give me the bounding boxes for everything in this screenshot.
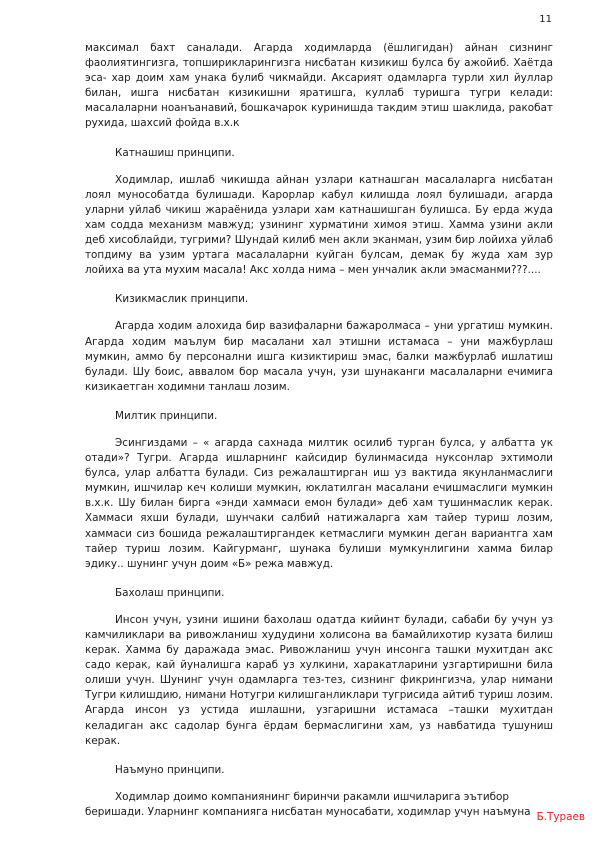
paragraph-example-line-2: беришади. Уларнинг компанияга нисбатан муносабати, ходимлар учун наъмуна: [85, 805, 531, 818]
document-body: [85, 41, 553, 820]
paragraph-example-line-1: Ходимлар доимо компаниянинг биринчи ракамли ишчиларига эътибор: [115, 790, 509, 803]
heading-disinterest-principle: Кизикмаслик принципи.: [115, 293, 249, 306]
page-number: 11: [539, 14, 552, 25]
paragraph-intro: максимал бахт саналади. Агарда ходимларда (ёшлигидан) айнан сизнинг фаолиятингизга, топширикларингизга нисбатан кизикиш булса бу ажойиб. Хаётда эса- хар доим хам унака булиб чикмайди. Аксарият одамларга турли хил йуллар билан, ишга нисбатан кизикишни яратишга, куллаб туришга тугри келади: масалаларни ноанъанавий, бошкачарок куринишда такдим этиш шаклида, ракобат рухида, шахсий фойда в.х.к: [85, 42, 553, 130]
heading-example-principle: Наъмуно принципи.: [115, 763, 225, 776]
author-signature: Б.Тураев: [536, 811, 585, 823]
paragraph-evaluation: Инсон учун, узини ишини бахолаш одатда кийинт булади, сабаби бу учун уз камчиликлари ва ривожланиш худудини холисона ва бамайлихотир кузата билиш керак. Хамма бу даражада эмас. Ривожланиш учун инсонга ташки мухитдан акс садо керак, кай йуналишга караб уз хулкини, харакатларини узгартиришни била олиши учун. Шунинг учун одамларга тез-тез, сизнинг фикрингизча, улар нимани Тугри килишдию, нимани Нотугри килишганликлари тугрисида айтиб туриш лозим. Агарда инсон уз устида ишлашни, узгаришни истамаса –ташки мухитдан келадиган акс садолар бунга ёрдам бермаслигини хам, уз навбатида тушуниш керак.: [85, 613, 553, 747]
heading-participation-principle: Катнашиш принципи.: [115, 146, 235, 159]
paragraph-rifle: Эсингиздами – « агарда сахнада милтик осилиб турган булса, у албатта ук отади»? Тугри. Агарда ишларнинг кайсидир булинмасида нуксонлар эхтимоли булса, улар албатта булади. Сиз режалаштирган иш уз вактида якунланмаслиги мумкин, ишчилар кеч колиши мумкин, юклатилган масалани ечишмаслиги мумкин в.х.к. Шу билан бирга «энди хаммаси емон булади» деб хам тушинмаслик керак. Хаммаси яхши булади, шунчаки салбий натижаларга хам тайер туриш лозим, хаммаси сиз бошида режалаштиргандек кетмаслиги мумкин деган вариантга хам тайер туриш лозим. Кайгурманг, шунака булиши мумкунлигини хамма билар эдику.. шунинг учун доим «Б» режа мавжуд.: [85, 436, 553, 570]
paragraph-disinterest: Агарда ходим алохида бир вазифаларни бажаролмаса – уни ургатиш мумкин. Агарда ходим маълум бир масалани хал этишни истамаса – уни мажбурлаш мумкин, аммо бу персонални ишга кизиктириш эмас, балки мажбурлаб ишлатиш булади. Шу боис, аввалом бор масала учун, узи шунаканги масалаларни ечимига кизикаетган ходимни танлаш лозим.: [85, 320, 553, 393]
heading-rifle-principle: Милтик принципи.: [115, 409, 218, 422]
paragraph-participation: Ходимлар, ишлаб чикишда айнан узлари катнашган масалаларга нисбатан лоял мунособатда булишади. Карорлар кабул килишда лоял булишади, агарда уларни уйлаб чикиш жараёнида узлари хам катнашишган булишса. Бу ерда жуда хам содда механизм мавжуд; узининг хурматини химоя этиш. Хамма узини акли деб хисоблайди, тугрими? Шундай килиб мен акли эканман, узим бир лойиха уйлаб топдиму ва узим уртага масалаларни куйган булсам, демак бу жуда хам зур лойиха ва ута мухим масала! Акс холда нима – мен унчалик акли эмасманми???....: [85, 173, 553, 277]
heading-evaluation-principle: Бахолаш принципи.: [115, 586, 225, 599]
